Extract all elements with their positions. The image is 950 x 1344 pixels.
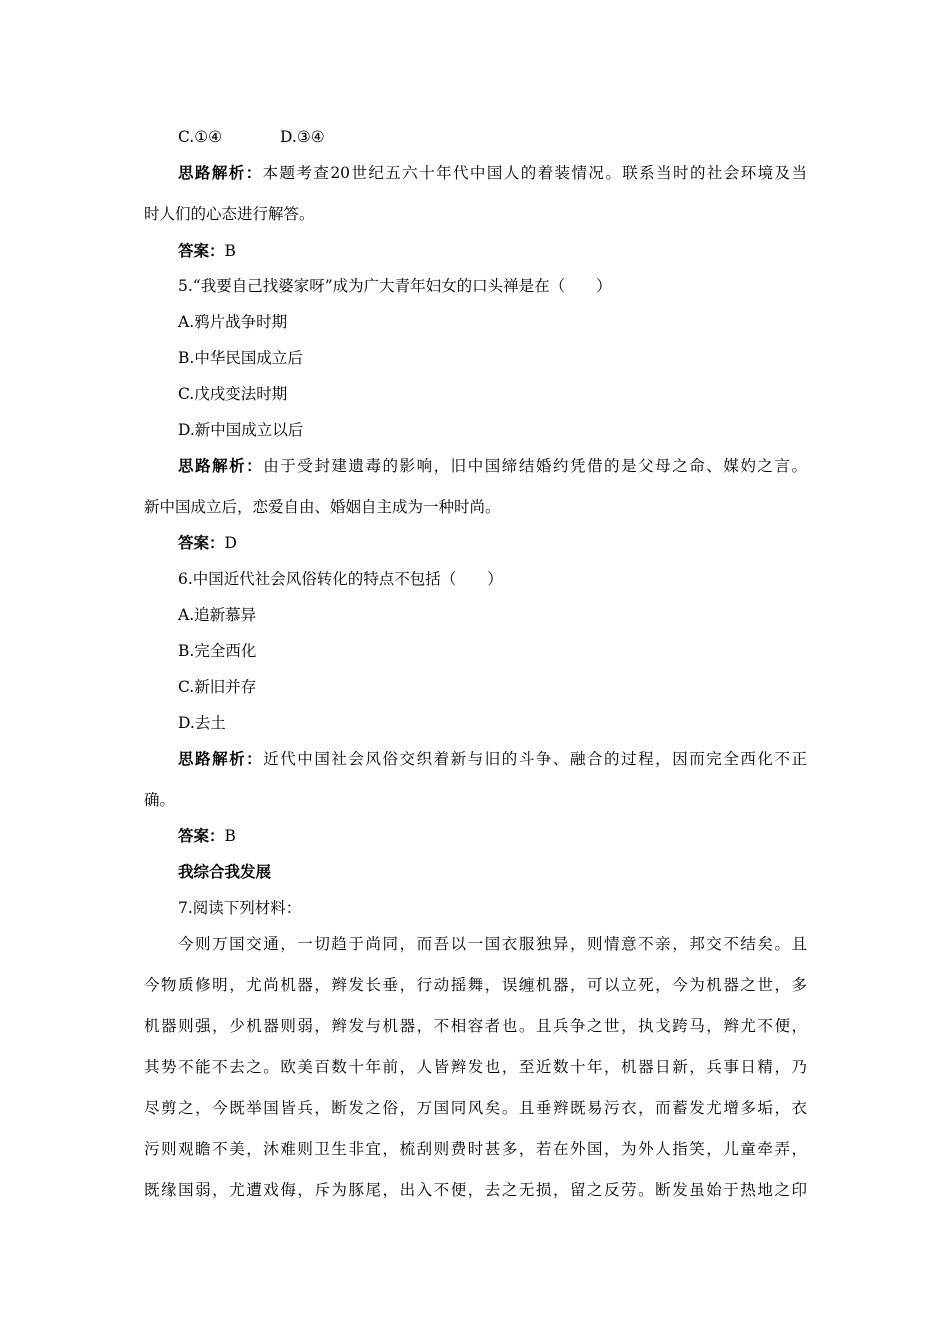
q7-material-line: 机器则强，少机器则弱，辫发与机器，不相容者也。且兵争之世，执戈跨马，辫尤不便， [144, 1017, 807, 1035]
q5-analysis-label: 思路解析： [178, 456, 264, 475]
q6-option-c: C.新旧并存 [178, 678, 257, 696]
q5-option-d: D.新中国成立以后 [178, 421, 304, 439]
q4-answer-value: B [224, 242, 236, 260]
q7-material-line: 污则观瞻不美，沐难则卫生非宜，梳刮则费时甚多，若在外国，为外人指笑，儿童牵弄， [144, 1140, 807, 1158]
q6-stem: 6.中国近代社会风俗转化的特点不包括（ ） [178, 570, 503, 588]
q5-analysis-text: 由于受封建遗毒的影响，旧中国缔结婚约凭借的是父母之命、媒妁之言。 [263, 457, 807, 475]
q4-answer [178, 241, 236, 261]
q7-material-line: 尽剪之，今既举国皆兵，断发之俗，万国同风矣。且垂辫既易污衣，而蓄发尤增多垢，衣 [144, 1099, 807, 1117]
q7-material-line: 今物质修明，尤尚机器，辫发长垂，行动摇舞，误缠机器，可以立死，今为机器之世，多 [144, 976, 807, 994]
q7-material-line: 既缘国弱，尤遭戏侮，斥为豚尾，出入不便，去之无损，留之反劳。断发虽始于热地之印 [144, 1181, 807, 1199]
q6-option-a: A.追新慕异 [178, 606, 257, 624]
q4-options-row [178, 127, 325, 147]
q4-answer-label: 答案： [178, 241, 225, 260]
q7-material-line: 今则万国交通，一切趋于尚同，而吾以一国衣服独异，则情意不亲，邦交不结矣。且 [178, 935, 807, 953]
q6-analysis [178, 749, 807, 769]
q4-analysis-continued: 时人们的心态进行解答。 [144, 205, 315, 223]
section-title: 我综合我发展 [178, 862, 272, 881]
q5-analysis-continued: 新中国成立后，恋爱自由、婚姻自主成为一种时尚。 [144, 498, 501, 516]
q6-answer [178, 826, 236, 846]
q5-analysis [178, 456, 807, 476]
q4-analysis [178, 163, 807, 183]
q6-analysis-text: 近代中国社会风俗交织着新与旧的斗争、融合的过程，因而完全西化不正 [263, 750, 807, 768]
q6-analysis-continued: 确。 [144, 791, 176, 809]
q5-option-c: C.戊戌变法时期 [178, 385, 288, 403]
q6-option-b: B.完全西化 [178, 642, 257, 660]
q6-analysis-label: 思路解析： [178, 749, 264, 768]
q5-answer-label: 答案： [178, 533, 225, 552]
q5-option-b: B.中华民国成立后 [178, 349, 303, 367]
q5-stem: 5.“我要自己找婆家呀”成为广大青年妇女的口头禅是在（ ） [178, 277, 612, 295]
q4-option-c: C.①④ [178, 128, 223, 146]
q4-analysis-text: 本题考查20世纪五六十年代中国人的着装情况。联系当时的社会环境及当 [262, 164, 807, 182]
q5-option-a: A.鸦片战争时期 [178, 313, 288, 331]
q7-stem: 7.阅读下列材料： [178, 899, 302, 917]
q4-analysis-label: 思路解析： [178, 163, 263, 182]
q6-answer-value: B [224, 827, 236, 845]
q5-answer [178, 533, 237, 553]
q5-answer-value: D [224, 534, 237, 552]
q6-option-d: D.去土 [178, 714, 226, 732]
q7-material-line: 其势不能不去之。欧美百数十年前，人皆辫发也，至近数十年，机器日新，兵事日精，乃 [144, 1058, 807, 1076]
q4-option-d: D.③④ [280, 128, 325, 146]
q6-answer-label: 答案： [178, 826, 225, 845]
